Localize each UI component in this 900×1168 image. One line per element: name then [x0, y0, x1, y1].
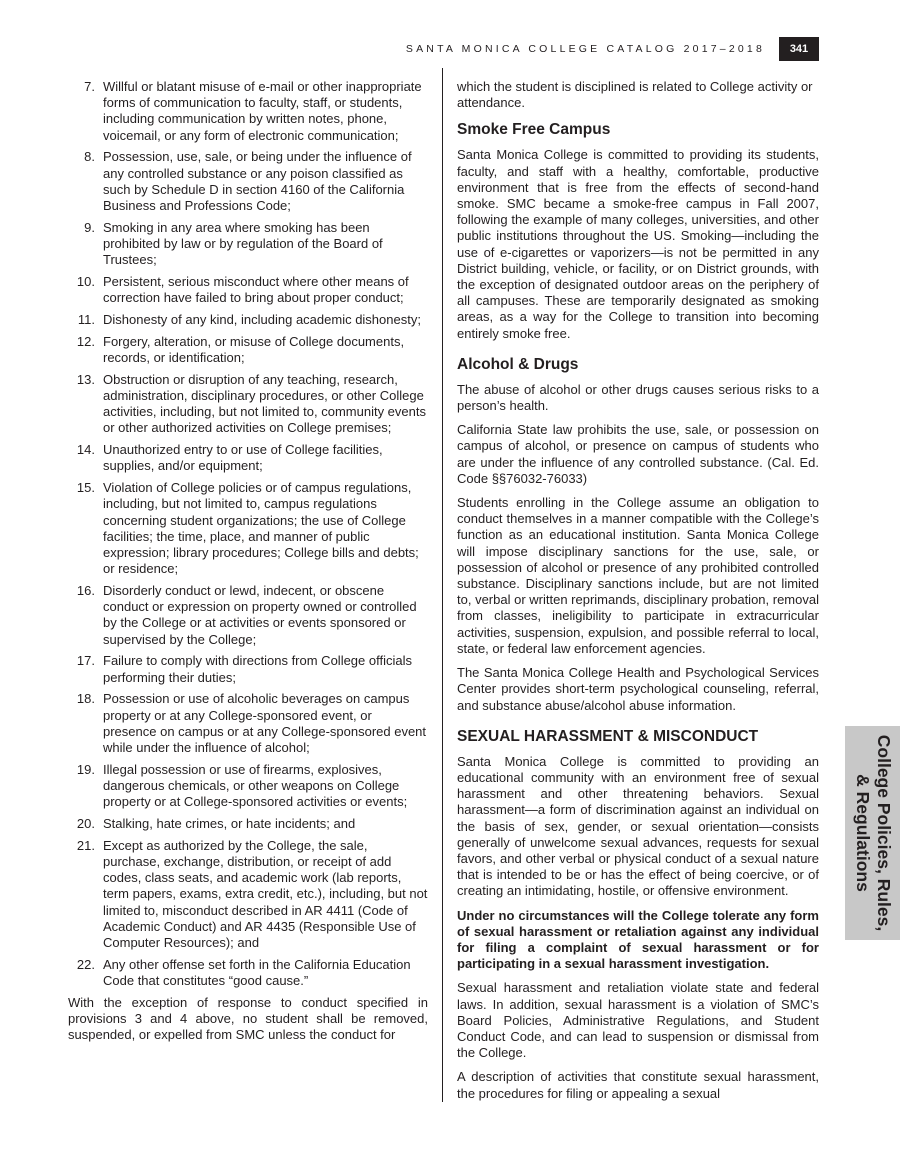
- alcohol-paragraph-3: Students enrolling in the College assume an obligation to conduct themselves in a manner compatible with the College’s function as an educational institution. Santa Monica College will impose disciplinary sanctions for the use, sale, or possession of alcohol or presence of any prohibited controlled substance. Disciplinary sanctions include, but are not limited to, verbal or written reprimands, disciplinary probation, removal from classes, ineligibility to participate in extracurricular activities, suspension, expulsion, and possible referral to local, state, or federal law enforcement agencies.: [457, 495, 819, 656]
- harassment-policy-statement: Under no circumstances will the College tolerate any form of sexual harassment or retaliation against any individual for filing a complaint of sexual harassment or for participating in a sexual harassment investigation.: [457, 907, 819, 972]
- conduct-list: [68, 79, 428, 989]
- closing-paragraph: With the exception of response to conduct specified in provisions 3 and 4 above, no student shall be removed, suspended, or expelled from SMC unless the conduct for: [68, 994, 428, 1043]
- list-item: 17. Failure to comply with directions from College officials performing their duties;: [76, 653, 412, 685]
- running-header: [406, 37, 819, 61]
- continuation-paragraph: which the student is disciplined is related to College activity or attendance.: [457, 79, 813, 111]
- list-item: 20. Stalking, hate crimes, or hate incidents; and: [76, 816, 356, 832]
- list-item: 21. Except as authorized by the College, the sale, purchase, exchange, distribution, or receipt of add codes, class seats, and academic work (lab reports, term papers, exams, extra credit, etc.), including, but not limited to, misconduct described in AR 4411 (Code of Academic Conduct) and AR 4435 (Responsible Use of Computer Resources); and: [76, 837, 428, 951]
- list-item: 8. Possession, use, sale, or being under the influence of any controlled substance or any poison classified as such by Schedule D in section 4160 of the California Business and Professions Code;: [84, 149, 412, 214]
- catalog-title: SANTA MONICA COLLEGE CATALOG 2017–2018: [405, 43, 765, 55]
- alcohol-paragraph-4: The Santa Monica College Health and Psychological Services Center provides short-term psychological counseling, referral, and substance abuse/alcohol abuse information.: [457, 665, 819, 713]
- list-item: 11. Dishonesty of any kind, including academic dishonesty;: [77, 312, 421, 328]
- list-item: 13. Obstruction or disruption of any teaching, research, administration, disciplinary procedures, or other College activities, including, but not limited to, community events or other authorized activities on College premises;: [76, 371, 426, 436]
- harassment-paragraph-3: Sexual harassment and retaliation violate state and federal laws. In addition, sexual harassment is a violation of SMC’s Board Policies, Administrative Regulations, and Student Conduct Code, and can lead to suspension or dismissal from the College.: [457, 980, 819, 1061]
- harassment-heading: SEXUAL HARASSMENT & MISCONDUCT: [457, 727, 759, 745]
- smoke-free-paragraph: Santa Monica College is committed to providing its students, faculty, and staff with a healthy, comfortable, productive environment that is free from the effects of second-hand smoke. SMC became a smoke-free campus in Fall 2007, following the example of many colleges, universities, and other public institutions throughout the US. Smoking—including the use of e-cigarettes or vaporizers—is not be permitted in any District building, vehicle, or facility, or on District grounds, with the exception of designated outdoor areas on the periphery of all campuses. These are temporarily designated as smoking areas, as a way for the College to transition into becoming entirely smoke free.: [457, 147, 819, 341]
- smoke-free-heading: Smoke Free Campus: [457, 121, 611, 139]
- alcohol-drugs-heading: Alcohol & Drugs: [457, 355, 579, 373]
- page-number: 341: [779, 37, 819, 61]
- left-column: [68, 79, 428, 1051]
- list-item: 12. Forgery, alteration, or misuse of College documents, records, or identification;: [76, 333, 405, 366]
- harassment-paragraph-4: A description of activities that constitute sexual harassment, the procedures for filing or appealing a sexual: [457, 1069, 819, 1101]
- list-item: 22. Any other offense set forth in the California Education Code that constitutes “good cause.”: [76, 956, 411, 989]
- list-item: 16. Disorderly conduct or lewd, indecent, or obscene conduct or expression on property owned or controlled by the College or at activities or events sponsored or supervised by the College;: [76, 583, 417, 647]
- section-side-tab: [845, 726, 900, 940]
- list-item: 18. Possession or use of alcoholic beverages on campus property or at any College-sponsored event, or presence on campus or at any College-sponsored event while under the influence of alcohol;: [76, 691, 427, 756]
- list-item: 15. Violation of College policies or of campus regulations, including, but not limited to, campus regulations concerning student organizations; the use of College facilities; the time, place, and manner of public expression; library procedures; College bills and debts; or residence;: [76, 480, 419, 577]
- list-item: 10. Persistent, serious misconduct where other means of correction have failed to bring about proper conduct;: [76, 274, 409, 306]
- column-divider: [442, 68, 443, 1102]
- harassment-paragraph-1: Santa Monica College is committed to providing an educational community with an environment free of sexual harassment and other threatening behaviors. Sexual harassment—a form of discrimination against an individual on the basis of sex, gender, or sexual orientation—consists generally of unwelcome sexual advances, requests for sexual favors, and other verbal or physical conduct of a sexual nature that is intended to be or has the effect of being coercive, or of creating an intimidating, hostile, or offensive environment.: [457, 753, 819, 899]
- list-item: 14. Unauthorized entry to or use of College facilities, supplies, and/or equipment;: [76, 442, 383, 474]
- list-item: 7. Willful or blatant misuse of e-mail or other inappropriate forms of communication to faculty, staff, or students, including communication by written notes, phone, voicemail, or any form of electronic communication;: [84, 79, 422, 143]
- list-item: 9. Smoking in any area where smoking has been prohibited by law or by regulation of the Board of Trustees;: [84, 219, 383, 268]
- list-item: 19. Illegal possession or use of firearms, explosives, dangerous chemicals, or other weapons on College property or at College-sponsored activities or events;: [76, 761, 408, 810]
- alcohol-paragraph-1: The abuse of alcohol or other drugs causes serious risks to a person’s health.: [457, 381, 819, 414]
- section-tab-label: College Policies, Rules, & Regulations: [852, 734, 894, 932]
- alcohol-paragraph-2: California State law prohibits the use, sale, or possession on campus of alcohol, or presence on campus of students who are under the influence of any controlled substance. (Cal. Ed. Code §§76032-76033): [457, 422, 819, 486]
- right-column: [457, 79, 819, 1110]
